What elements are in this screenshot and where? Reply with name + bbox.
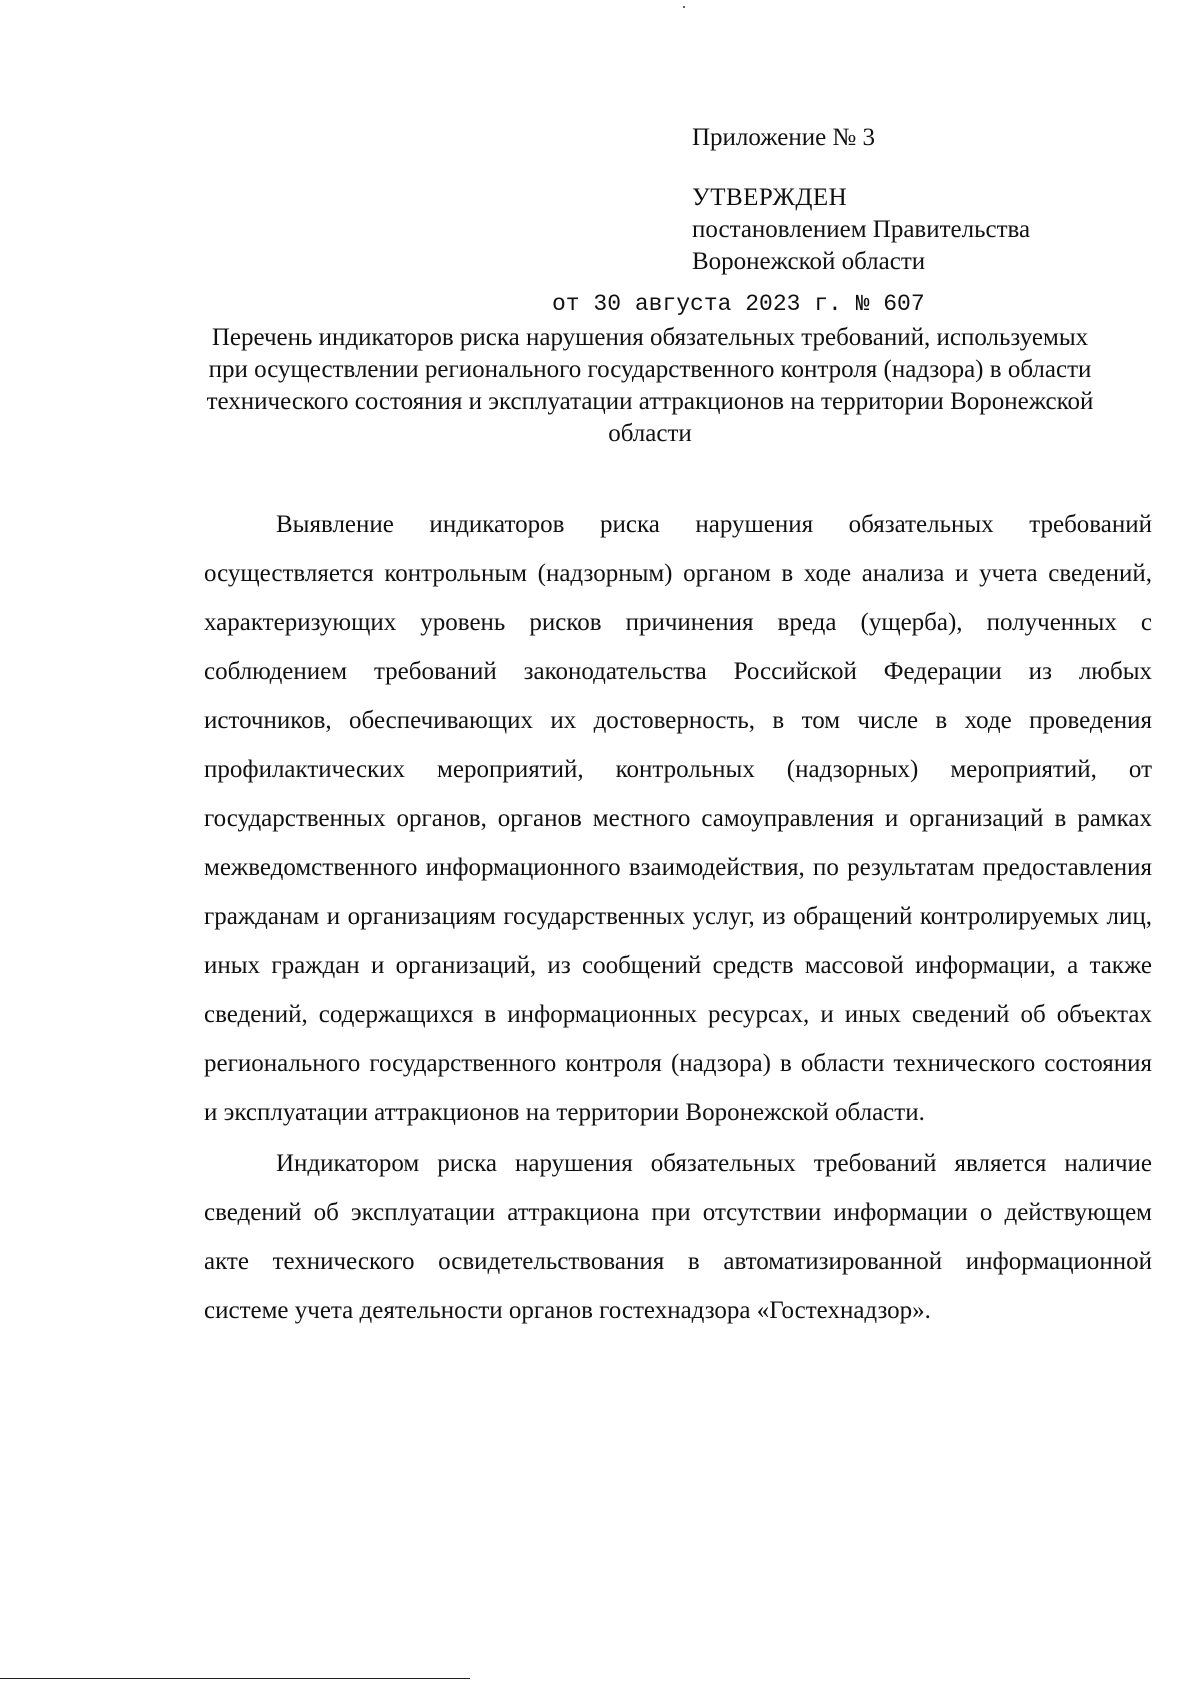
approval-stamp-block [692, 122, 1152, 278]
document-title: Перечень индикаторов риска нарушения обязательных требований, используемых при осуществлении регионального государственного контроля (надзора) в области технического состояния и эксплуатации аттракционов на территории Воронежской области [206, 324, 1094, 447]
footer-rule [0, 1678, 470, 1679]
scan-speck [683, 6, 685, 8]
approved-by: постановлением Правительства [692, 216, 1031, 243]
body-paragraph: Выявление индикаторов риска нарушения обязательных требований осуществляется контрольным (надзорным) органом в ходе анализа и учета сведений, характеризующих уровень рисков причинения вреда (ущерба), полученных с соблюдением требований законодательства Российской Федерации из любых источников, обеспечивающих их достоверность, в том числе в ходе проведения профилактических мероприятий, контрольных (надзорных) мероприятий, от государственных органов, органов местного самоуправления и организаций в рамках межведомственного информационного взаимодействия, по результатам предоставления гражданам и организациям государственных услуг, из обращений контролируемых лиц, иных граждан и организаций, из сообщений средств массовой информации, а также сведений, содержащихся в информационных ресурсах, и иных сведений об объектах регионального государственного контроля (надзора) в области технического состояния и эксплуатации аттракционов на территории Воронежской области. [204, 511, 1152, 1126]
document-body [204, 500, 1152, 1335]
region-name: Воронежской области [692, 248, 926, 275]
resolution-date-number: от 30 августа 2023 г. № 607 [552, 291, 925, 317]
approved-heading: УТВЕРЖДЕН [692, 184, 848, 211]
body-paragraph: Индикатором риска нарушения обязательных требований является наличие сведений об эксплуатации аттракциона при отсутствии информации о действующем акте технического освидетельствования в автоматизированной информационной системе учета деятельности органов гостехнадзора «Гостехнадзор». [204, 1150, 1152, 1324]
appendix-number: Приложение № 3 [692, 124, 876, 151]
